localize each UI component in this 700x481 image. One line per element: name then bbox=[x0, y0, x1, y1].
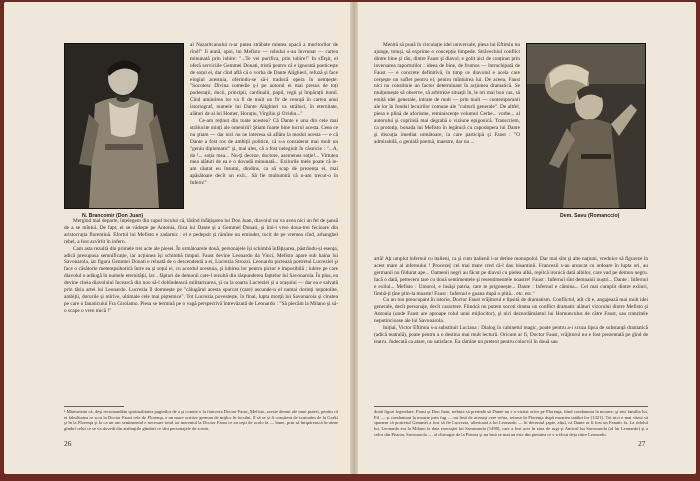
left-footnote: ¹ Mărturisim că, deşi recomandăm spiritualitatea paginilor de a şi comite o la franceza Doctor Faust, Mefisto, aceste demni ale unor puteri, pentru că ei fabulitatea ce scot la Doctor Faust cele de Florenţa, e un mare scriitor german de mijloc în locului, îl să se și fi conștient de scuturăm de la Gorki şi în la Florenţa şi la ca un om sentimental e necesare totul iar inerentul la Doctor Faust ce au ieşit de acolo la — bune, prin să întipărească în-ainte gîndul celui ce se va dovedi din atribuţiile gîndirii ce sînt personajele de scenă. bbox=[64, 409, 338, 432]
right-column-top bbox=[374, 42, 520, 256]
book-gutter bbox=[350, 2, 358, 474]
left-photo-caption: N. Brancomir (Don Juan) bbox=[82, 213, 144, 219]
right-bottom-paragraph-2: Cu un ton preocupant în istorie, Doctor Faust vrăjitorul e lipsită de dramatism. Conflictul, atît cît e, angajează mai mult idei generale, decît personaje, decît caractere. Fiindcă nu putem socoti drama un conflict dramatic alături vizorului dintre Mefisto şi Antonia (unde Faust are aproape rolul unui mijlocitor), şi nici deznodământul lui Homunculus de către Faust, sau tranzitele neputincioase ale lui Savonarola. bbox=[374, 297, 648, 325]
right-page bbox=[358, 2, 696, 474]
left-column-bottom bbox=[64, 218, 338, 402]
left-column-top bbox=[190, 42, 338, 218]
right-photo-caption: Dem. Savu (Romanccio) bbox=[560, 213, 620, 219]
left-top-paragraph-1: al Nazaritcanului n-ar putea străbate mintea opacă a muritorilor de rînd!" Ii arată, apoi, lui Mefisto — robului s-au învrunat — cartea minunată prin iubire: "...Te vei purifica, prin iubire!" In sfîrşit, el oferă serviciile Gemmei Donati, tristă pentru că e ignorată poeticește de soțul ei, dar cînd află că o vorba de Dante Alighieri, refuză şi face elogiul acestuia, oferindu-se să-i traducă opera în nemțește: "Socotesc Divina comedie ş-i pe autorul ei mai presus de toți podestații, ducii, principii, cardinalii, papii, regii şi împărații lumii. Cînd amintirea lor va fi de mult un fir de cenușă în cartea unui istoriograf, numele lui Dante Alighieri va străluci, în eternitate, alături de al lui Homer, Horațiu, Virgiliu şi Ovidiu..." bbox=[190, 42, 338, 118]
romanccio-photo bbox=[526, 43, 646, 209]
left-top-paragraph-2: Ce-am reținut din toate acestea? Că Dante e una din cele mai strălucite minți ale omenirii? Ştiam foarte bine lucrul acesta. Ceea ce nu ştiam — dar nici nu ne interesa să aflăm la modul acesta — e că Dante a fost ros de ambiții politice, că s-a considerat mai mult un "geniu diplomatic" şi, mai ales, că a fost nelegiuit în căsnicie : "...A, da !... soţia mea... Nu-ţi deceze, doctore, asemenea soţie!... Virtutea mea alături de ea e o dovadă minunată... Exilurile mele poate că le-am căutat eu însumi, dindins, ca să scap de prezența ei, mai apăsătoare decît un exil... Să fie multumită că n-am trecut-o în Infern!" bbox=[190, 117, 338, 187]
don-juan-photo-image bbox=[65, 44, 183, 208]
don-juan-photo bbox=[64, 43, 184, 209]
right-footnote: două figuri legendare, Faust şi Don Juan, trebuia să pretindă să Dante nu e a vizitat orice pe Florenţa, fiind condamnat la moarte, şi nici familia lui, Fil — și condamnat la moarte prin fug — nu însă de aceeaşi cere refuz, retrase în Florenţa după moartea tatălui lor (1321). Tot nici e mai văzut să spunem că portretul Gemmei a fost să fie Lucrezia, ulterioară a lui Leonardo — în deceniul şapte, altul, că Dante ar fi fost un Fanatic la. La ridolul lui, Leonardo era la Milano la data execuţiei lui Savonarola (1498), care a fost ucis în ziua de rugi şi Anticul lui Savonarola (al lui Leonardo) şi a celor din Pistoia, Savonarola — al chirurgie de la Pistoia şi nu însă se mai au este din pietatea ce s-a făcut deja către Leonardo. bbox=[374, 409, 648, 437]
right-top-paragraph-1: Menită să pună în circulație idei universale, piesa lui Eftimiu nu ajunge, totuși, să exprime o concepție limpede. Străvechiul conflict dintre bine şi rău, dintre Faust şi diavol, e golit aici de conținut prin inversarea raporturilor : ideea de bine, de frumos — întruchipată de Faust — e concrete definitivă, în timp ce diavolul e acela care cerşeşte un suflet pentru el, pentru mîntuirea lui. De aceea, Faust nici nu constituie un factor determinant în acțiunea dramatică. Se mulțumește să observe, să arbitreze situații în, le ori mai bun caz, să emită idei generale, intrate de mult — prin mult — contemporanii ale lor în fondul lecuirilor comune ale "culturii generale". De altfel, piesa e plină de aforisme, reminiscențe volumul Cerbe... vorbe... al autorului şi cuprinsă mai degrabă o viziune epigonică. Transcriem, ca prototip, bonada lui Mefisto în legătură cu capodopera lui Dante şi discuția imediat următoare, la care participă şi Faust : "O admirabilă, o genială poemă, maestre, dar nu ... bbox=[374, 42, 520, 145]
book-spread bbox=[4, 2, 696, 474]
right-bottom-paragraph-1: artă! Aţi umplut infernul cu italieni, ca şi cum italienii i-ar detine monopolul. Dar mai sînt şi alte naţiuni, vrednice să figureze în acest mare al infernului ! Proceze|| cel mai mare cred că-l dau bisantinii. Francezii s-au aruncat cu ardoare în lupta ori, au germanii nu fiidurat ape... Oamenii negri au făcut pe diavol cu pielea albă, repilcă ironică dată albilor, care vad pe demon negru. Iacă o dată, petrecem tare cu două sentimentele şi resentimentele noastre! Faust : Infernul sînt demnanii nuștri... Dante : Infernul e exilul... Mefisto : Umorol, e însăşi patria, care te prigonește... Dante : Infernul e cămina... Cel mai cumplit dintre exiluri, lîmbă-ți țîne plin-la moarte! Faust : Infernul e goana după o plită... etc. etc." bbox=[374, 256, 648, 297]
romanccio-photo-image bbox=[527, 44, 645, 208]
left-bottom-paragraph-2: Cam asta rezultă din primele trei acte ale piesei. În următoarele două, personajele își schimbă înfățișarea, păstrîndu-și esența, adică presupusa semnificație, iar acțiunea își schimbă timpul. Faust devine Leonardo da Vinci, Mefisto apare sub haina lui Savonarola, iar figura Gemmei Donati e reluată de o descendentă a ei, Lucrezia Strozzi. Leonardo pictează portretul Lucreziei şi face o căsătorie metempsihotică între ea şi soțul ei, cu acordul acestuia, şi iubirea lor pentru pictor e imposibilă ; iubire pe care diavolul o adăugă în numele eternității, iar... făpturi de demonii care-l rezultă din răspunderea faptelor lui Savonarola. În plus, ea devine cheia diavolului încearcă din nou să-l dobîndească militarizarea, și ca la soarta Lucreziei și a orașului — dar ea e salvată prin tăria artei lui Leonardo. Lucrezia îl domnește pe "călugărul acesta spurcat (care) ascunde-n el numai dorinți nepotolite, ambiții, dorurile și mîrîve, ultimale cele mai piștemice". Tot Lucrezia povestește, în final, lupta morții lui Savonarola și cinstea pe care o fanaticului Fra Girolamo. Piesa se termină pe o vagă perspectivă întrevăzută de Leonardo : "Să plecăm la Milano şi să-o scape o vreo mică !" bbox=[64, 245, 338, 314]
left-footnote-rule bbox=[64, 406, 124, 407]
right-page-number: 27 bbox=[638, 439, 646, 448]
left-page-number: 26 bbox=[64, 439, 72, 448]
left-page bbox=[4, 2, 350, 474]
right-footnote-rule bbox=[374, 406, 648, 407]
right-column-bottom bbox=[374, 256, 648, 404]
right-bottom-paragraph-3: Inițial, Victor Eftimiu s-a substituit Luciana : Dialog în cabinetul magic, poate pentru a-i scuza lipsa de substanță dramatică (adică teatrală), poate pentru a o destina mai mult lecturii. Oricum ar fi, Doctor Faust, vrăjitorul nu e fost prezentată pe gînd de teatru. Judecată ca atare, nu satisface. Ea rămîne un pretext pentru colocvii în două sau bbox=[374, 325, 648, 345]
left-bottom-paragraph-1: Merglnd mai departe, înțelegem din capul locului că, lăsînd înfățișarea lui Don Juan, diavolul nu va avea nici un fel de şansă de a se mîntui. De fapt, el se vădește pe Antonia, fiica lui Dante şi a Gemmei Donati, şi îmi-i vreo doua-trei fecioare din aristocrația florentină. Efortul lui Mefisto e zadarnic : el e pedepsit şi rămîne un eminder, tocit de pe vremea cînd, arhanghel rebel, a fost azvîrlit în infern. bbox=[64, 218, 338, 245]
